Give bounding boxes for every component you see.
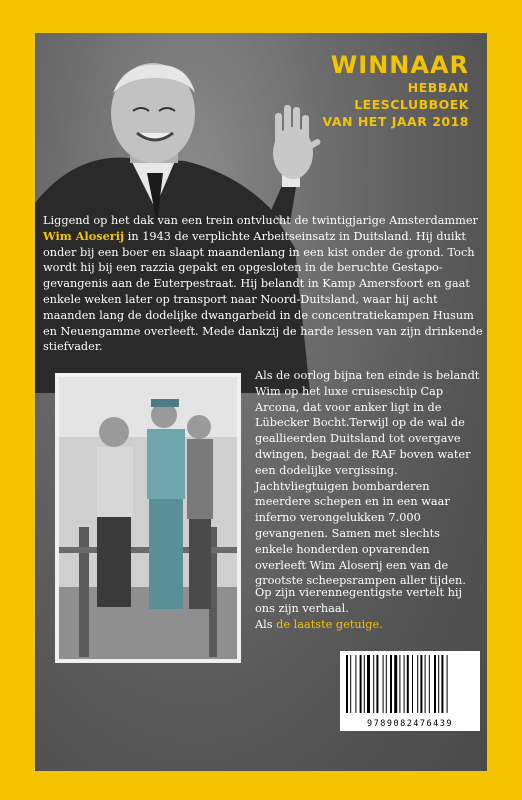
isbn-number: 9789082476439 — [366, 719, 454, 729]
historic-photo — [55, 373, 241, 663]
barcode — [340, 651, 480, 731]
award-line-1: HEBBAN — [407, 80, 469, 95]
award-line-3: VAN HET JAAR 2018 — [322, 114, 469, 129]
blurb-paragraph — [43, 213, 483, 355]
barcode-bars — [340, 651, 480, 717]
historic-photo-image — [59, 377, 237, 659]
blurb-intro: Liggend op het dak van een trein ontvlucht de twintigjarige Amsterdammer — [43, 214, 478, 227]
story-line-2 — [255, 617, 480, 633]
story-paragraph-3 — [255, 585, 480, 632]
award-title: WINNAAR — [330, 51, 469, 79]
story-prefix: Als — [255, 617, 273, 631]
author-name: Wim Aloserij — [43, 228, 125, 243]
award-badge — [323, 51, 469, 130]
blurb-rest: in 1943 de verplichte Arbeitseinsatz in Duitsland. Hij duikt onder bij een boer en slaapt maandenlang in een kist onder de grond. Toch wordt hij bij een razzia gepakt en opgesloten in de beruchte Gestapo-gevangenis aan de Euterpestraat. Hij belandt in Kamp Amersfoort en gaat enkele weken later op transport naar Noord-Duitsland, waar hij acht maanden lang de dodelijke dwangarbeid in de concentratiekampen Husum en Neuengamme overleeft. Mede dankzij de harde lessen van zijn drinkende stiefvader. — [43, 229, 483, 354]
story-paragraph-2: Als de oorlog bijna ten einde is belandt Wim op het luxe cruiseschip Cap Arcona, dat voor anker ligt in de Lübecker Bocht.Terwijl op de wal de geallieerden Duitsland tot overgave dwingen, begaat de RAF boven water een dodelijke vergissing. Jachtvliegtuigen bombarderen meerdere schepen en in een waar inferno verongelukken 7.000 gevangenen. Samen met slechts enkele honderden opvarenden overleeft Wim Aloserij een van de grootste scheepsrampen aller tijden. — [255, 369, 480, 588]
award-line-2: LEESCLUBBOEK — [354, 97, 469, 112]
book-title-highlight: de laatste getuige. — [276, 617, 383, 631]
cover-panel — [35, 33, 487, 771]
story-line-1: Op zijn vierennegentigste vertelt hij ons zijn verhaal. — [255, 586, 463, 615]
